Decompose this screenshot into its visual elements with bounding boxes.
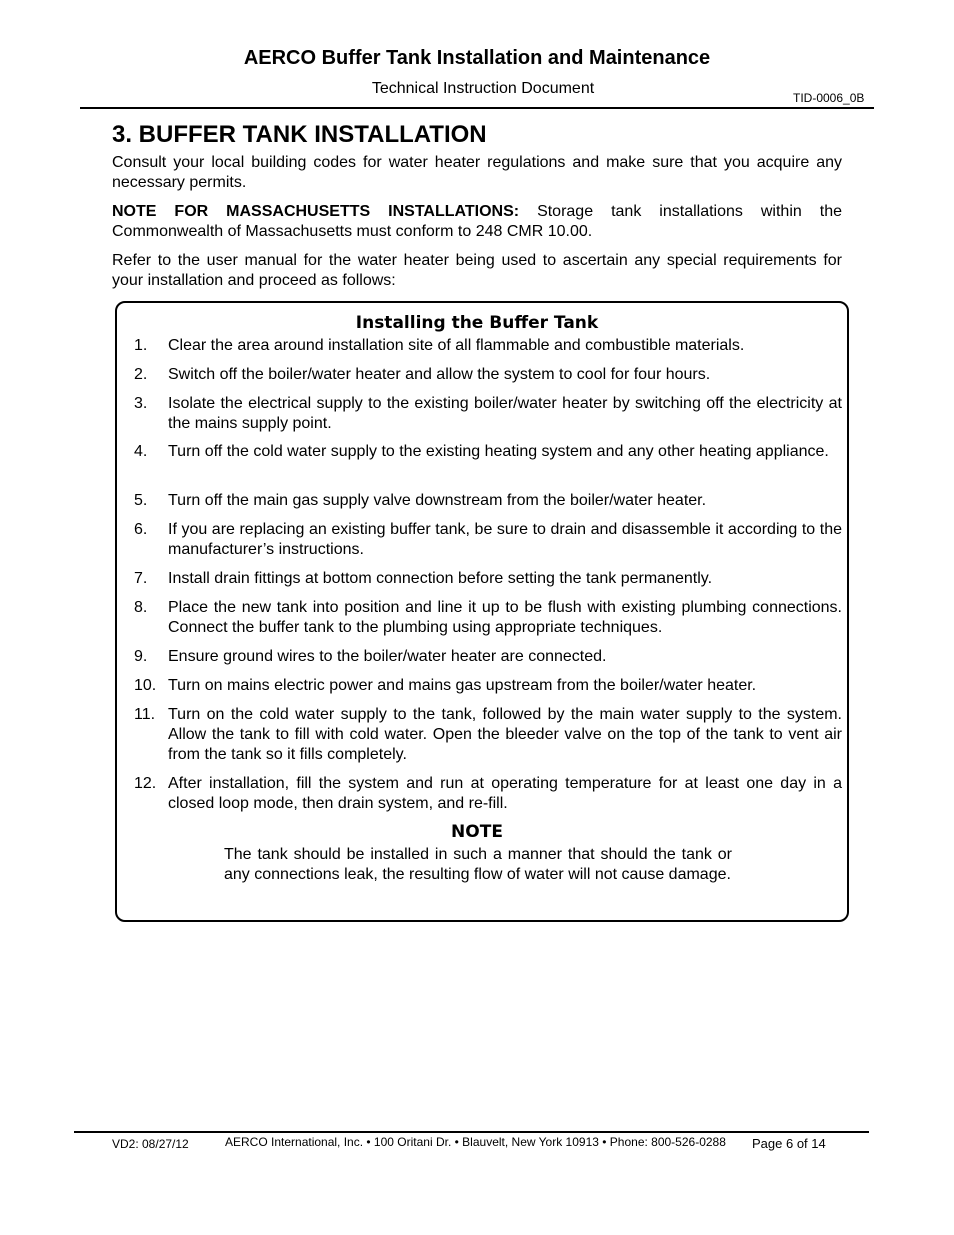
step-number: 10. bbox=[134, 677, 157, 694]
step-text: Turn off the cold water supply to the existing heating system and any other heating appliance. bbox=[168, 443, 829, 460]
step-text: Turn on the cold water supply to the tank, followed by the main water supply to the system. Allow the tank to fill with cold water. Open the bleeder valve on the top of the tank to vent air from the tank so it fills completely. bbox=[168, 706, 842, 763]
note-label: NOTE FOR MASSACHUSETTS INSTALLATIONS: bbox=[112, 203, 520, 220]
footer-page-number: Page 6 of 14 bbox=[752, 1136, 826, 1151]
procedure-title: Installing the Buffer Tank bbox=[355, 313, 599, 333]
step-text: Switch off the boiler/water heater and allow the system to cool for four hours. bbox=[168, 366, 711, 383]
step-text: Turn on mains electric power and mains gas upstream from the boiler/water heater. bbox=[168, 677, 757, 694]
step-number: 1. bbox=[134, 337, 148, 354]
step-number: 9. bbox=[134, 648, 148, 665]
refer-paragraph: Refer to the user manual for the water heater being used to ascertain any special requirements for your installation and proceed as follows: bbox=[112, 252, 842, 289]
step-text: Ensure ground wires to the boiler/water heater are connected. bbox=[168, 648, 607, 665]
step-number: 2. bbox=[134, 366, 148, 383]
document-subtitle: Technical Instruction Document bbox=[371, 80, 595, 97]
step-number: 5. bbox=[134, 492, 148, 509]
step-text: Isolate the electrical supply to the existing boiler/water heater by switching off the electricity at the mains supply point. bbox=[168, 395, 842, 432]
step-number: 8. bbox=[134, 599, 148, 616]
note-body: The tank should be installed in such a manner that should the tank or any connections leak, the resulting flow of water will not cause damage. bbox=[224, 846, 732, 883]
step-text: Place the new tank into position and line it up to be flush with existing plumbing connections. Connect the buffer tank to the plumbing using appropriate techniques. bbox=[168, 599, 842, 636]
document-title: AERCO Buffer Tank Installation and Maintenance bbox=[243, 47, 711, 69]
document-id: TID-0006_0B bbox=[793, 91, 865, 105]
intro-paragraph: Consult your local building codes for water heater regulations and make sure that you acquire any necessary permits. bbox=[112, 154, 842, 191]
section-heading: 3. BUFFER TANK INSTALLATION bbox=[112, 121, 487, 148]
step-text: Clear the area around installation site of all flammable and combustible materials. bbox=[168, 337, 745, 354]
step-number: 7. bbox=[134, 570, 148, 587]
step-number: 3. bbox=[134, 395, 148, 412]
step-number: 12. bbox=[134, 775, 157, 792]
step-text: Install drain fittings at bottom connection before setting the tank permanently. bbox=[168, 570, 713, 587]
step-text: Turn off the main gas supply valve downstream from the boiler/water heater. bbox=[168, 492, 707, 509]
note-heading: NOTE bbox=[451, 822, 503, 842]
step-number: 4. bbox=[134, 443, 148, 460]
footer-version: VD2: 08/27/12 bbox=[112, 1137, 189, 1151]
footer-divider bbox=[74, 1131, 869, 1133]
step-text: After installation, fill the system and run at operating temperature for at least one day in a closed loop mode, then drain system, and re-fill. bbox=[168, 775, 842, 812]
step-number: 6. bbox=[134, 521, 148, 538]
step-number: 11. bbox=[134, 706, 156, 723]
note-text: Storage tank installations within the Commonwealth of Massachusetts must conform to 248 CMR 10.00. bbox=[112, 203, 842, 240]
step-text: If you are replacing an existing buffer tank, be sure to drain and disassemble it according to the manufacturer’s instructions. bbox=[168, 521, 842, 558]
footer-company: AERCO International, Inc. • 100 Oritani Dr. • Blauvelt, New York 10913 • Phone: 800-526-0288 bbox=[225, 1135, 726, 1149]
